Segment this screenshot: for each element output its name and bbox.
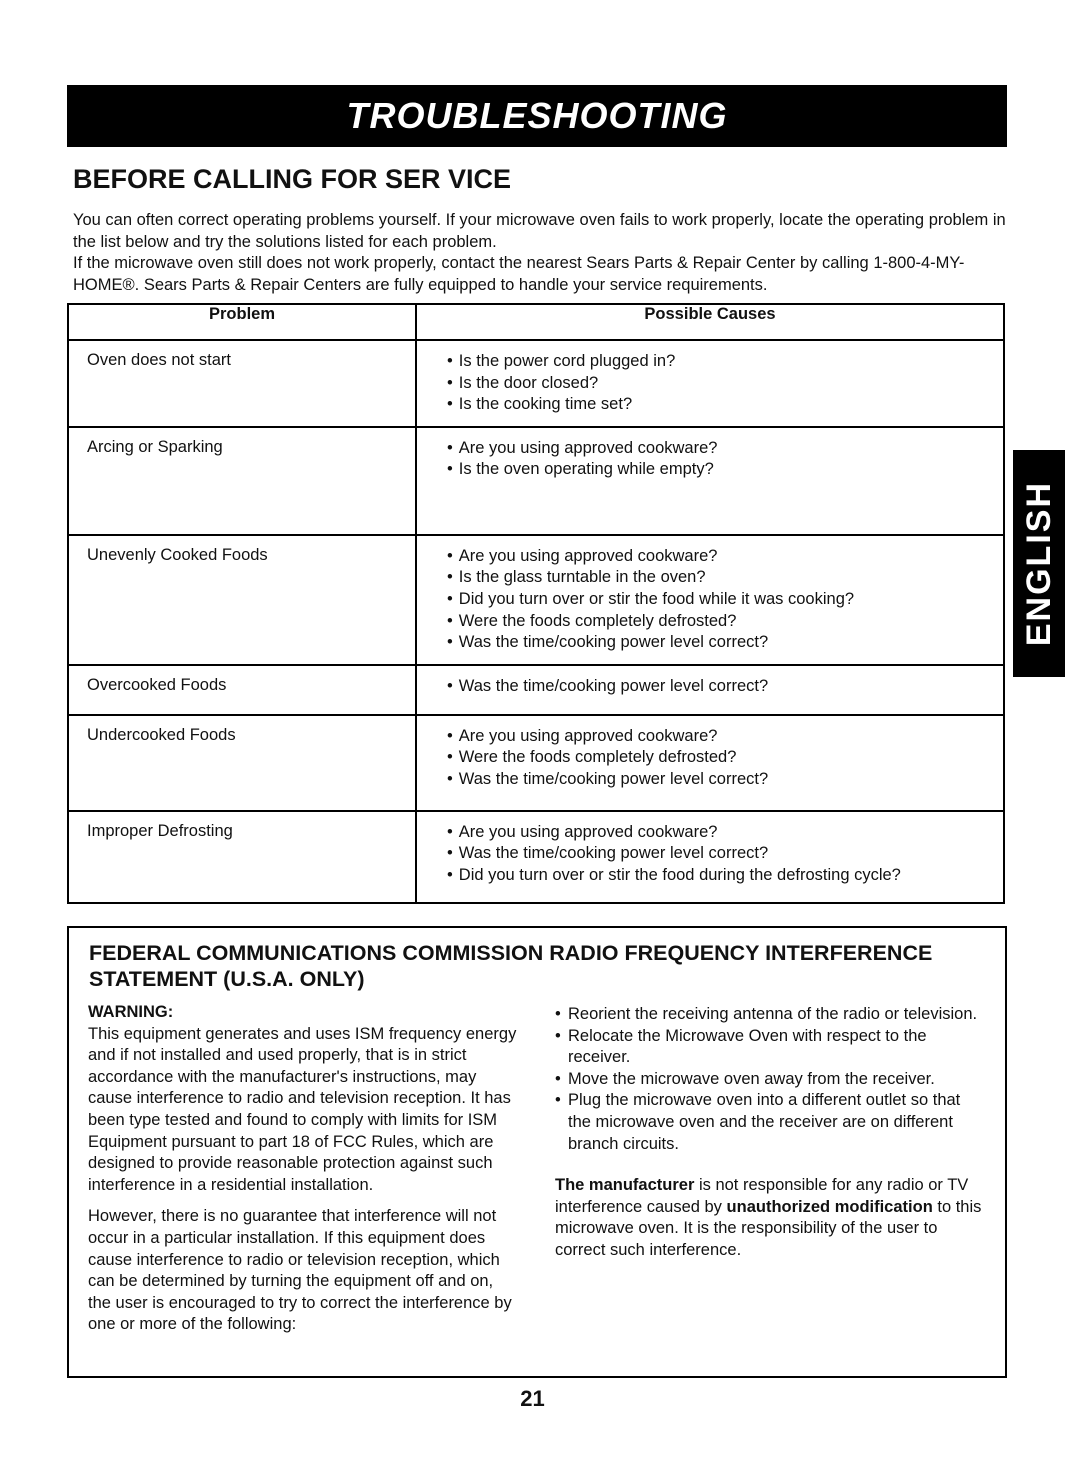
table-row — [68, 715, 1004, 811]
causes-cell — [416, 665, 1004, 715]
problem-cell: Arcing or Sparking — [68, 427, 416, 535]
table-header-row — [68, 304, 1004, 340]
problem-cell: Undercooked Foods — [68, 715, 416, 811]
table-row — [68, 811, 1004, 903]
table-row — [68, 340, 1004, 427]
warning-label: WARNING: — [88, 1003, 174, 1021]
section-title: BEFORE CALLING FOR SER VICE — [73, 164, 512, 194]
list-item: • Plug the microwave oven into a different outlet so that the microwave oven and the receiver are on different branch circuits. — [555, 1090, 985, 1155]
cause-item: • Did you turn over or stir the food while it was cooking? — [447, 589, 985, 611]
cause-item: • Is the power cord plugged in? — [447, 351, 985, 373]
cause-item: • Is the glass turntable in the oven? — [447, 567, 985, 589]
causes-cell — [416, 340, 1004, 427]
cause-item: • Were the foods completely defrosted? — [447, 747, 985, 769]
cause-item: • Was the time/cooking power level correct? — [447, 676, 985, 698]
intro-text — [73, 210, 1013, 296]
causes-cell — [416, 535, 1004, 665]
fcc-right-column — [555, 1004, 985, 1262]
problem-cell: Improper Defrosting — [68, 811, 416, 903]
cause-item: • Was the time/cooking power level correct? — [447, 769, 985, 791]
cause-item: • Was the time/cooking power level correct? — [447, 843, 985, 865]
column-header-problem: Problem — [68, 304, 416, 340]
list-item: • Move the microwave oven away from the receiver. — [555, 1069, 985, 1091]
cause-item: • Was the time/cooking power level correct? — [447, 632, 985, 654]
intro-paragraph: You can often correct operating problems yourself. If your microwave oven fails to work properly, locate the operating problem in the list below and try the solutions listed for each problem. — [73, 211, 1006, 251]
list-item: • Relocate the Microwave Oven with respect to the receiver. — [555, 1026, 985, 1069]
column-header-causes: Possible Causes — [416, 304, 1004, 340]
list-item: • Reorient the receiving antenna of the radio or television. — [555, 1004, 985, 1026]
problem-cell: Unevenly Cooked Foods — [68, 535, 416, 665]
fcc-left-column — [88, 1002, 518, 1346]
cause-item: • Are you using approved cookware? — [447, 822, 985, 844]
cause-item: • Is the door closed? — [447, 373, 985, 395]
intro-paragraph: If the microwave oven still does not work properly, contact the nearest Sears Parts & Repair Center by calling 1-800-4-MY-HOME®. Sears Parts & Repair Centers are fully equipped to handle your service requirements. — [73, 254, 965, 294]
problem-cell: Oven does not start — [68, 340, 416, 427]
cause-item: • Are you using approved cookware? — [447, 546, 985, 568]
cause-item: • Did you turn over or stir the food during the defrosting cycle? — [447, 865, 985, 887]
fcc-remedies-list — [555, 1004, 985, 1155]
fcc-title: FEDERAL COMMUNICATIONS COMMISSION RADIO FREQUENCY INTERFERENCE STATEMENT (U.S.A. ONLY) — [89, 941, 933, 991]
problem-cell: Overcooked Foods — [68, 665, 416, 715]
cause-item: • Are you using approved cookware? — [447, 726, 985, 748]
cause-item: • Is the oven operating while empty? — [447, 459, 985, 481]
language-tab-label: ENGLISH — [1019, 480, 1058, 647]
cause-item: • Were the foods completely defrosted? — [447, 611, 985, 633]
table-row — [68, 535, 1004, 665]
cause-item: • Is the cooking time set? — [447, 394, 985, 416]
language-tab — [1013, 450, 1065, 677]
table-row — [68, 427, 1004, 535]
table-row — [68, 665, 1004, 715]
cause-item: • Are you using approved cookware? — [447, 438, 985, 460]
causes-cell — [416, 811, 1004, 903]
closing-text: to this microwave oven. It is the responsibility of the user to correct such interference. — [555, 1197, 982, 1259]
fcc-closing — [555, 1175, 985, 1261]
troubleshooting-table — [67, 303, 1005, 904]
fcc-paragraph: This equipment generates and uses ISM frequency energy and if not installed and used properly, that is in strict accordance with the manufacturer's instructions, may cause interference to radio and television reception. It has been type tested and found to comply with limits for ISM Equipment pursuant to part 18 of FCC Rules, which are designed to provide reasonable protection against such interference in a residential installation. — [88, 1024, 517, 1194]
fcc-statement-box — [67, 926, 1007, 1378]
causes-cell — [416, 427, 1004, 535]
title-banner — [67, 85, 1007, 147]
manufacturer-label: The manufacturer — [555, 1176, 695, 1195]
closing-text: is not responsible for any radio or TV interference caused by — [555, 1176, 969, 1216]
page-number: 21 — [520, 1386, 545, 1411]
page-title: TROUBLESHOOTING — [346, 95, 728, 136]
causes-cell — [416, 715, 1004, 811]
unauthorized-modification-label: unauthorized modification — [726, 1197, 933, 1216]
fcc-paragraph: However, there is no guarantee that interference will not occur in a particular installation. If this equipment does cause interference to radio or television reception, which can be determined by turning the equipment off and on, the user is encouraged to try to correct the interference by one or more of the following: — [88, 1207, 512, 1334]
